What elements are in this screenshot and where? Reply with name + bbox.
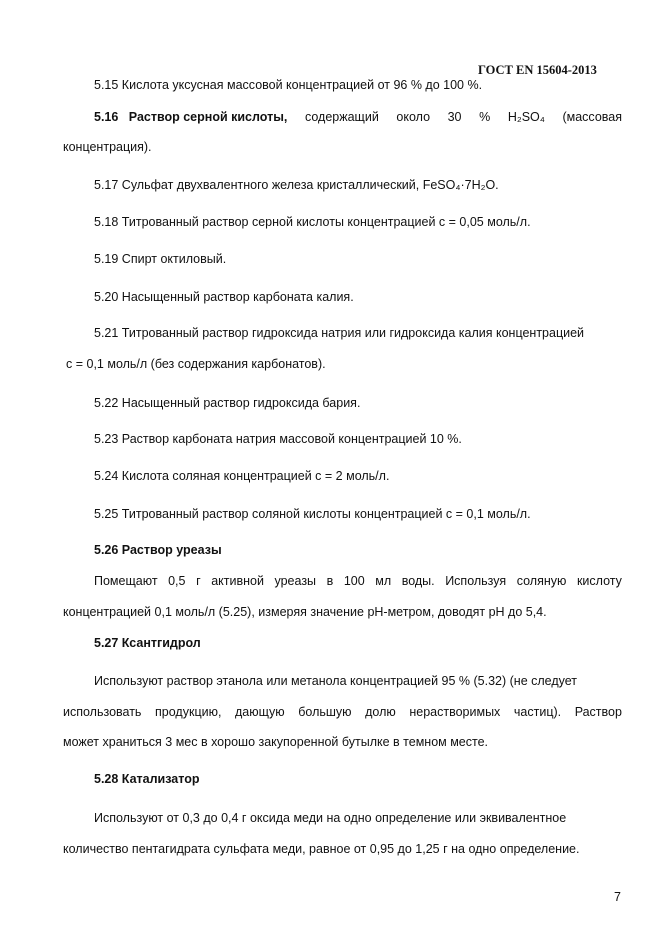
word: соляную xyxy=(516,574,567,588)
item-5-27-line-1: Используют раствор этанола или метанола концентрацией 95 % (5.32) (не следует xyxy=(94,674,578,688)
word: кислоту xyxy=(576,574,622,588)
item-5-21-continuation: c = 0,1 моль/л (без содержания карбонатов). xyxy=(66,357,326,371)
word: содержащий xyxy=(304,110,379,124)
section-heading-5-27: 5.27 Ксантгидрол xyxy=(94,636,201,650)
item-5-15: 5.15 Кислота уксусная массовой концентрацией от 96 % до 100 %. xyxy=(94,78,483,92)
word: дающую xyxy=(235,705,285,719)
word: г xyxy=(196,574,201,588)
item-5-20: 5.20 Насыщенный раствор карбоната калия. xyxy=(94,290,354,304)
word: в xyxy=(326,574,334,588)
item-5-26-line-2: концентрацией 0,1 моль/л (5.25), измеряя значение pH-метром, доводят pH до 5,4. xyxy=(63,605,547,619)
word: (массовая xyxy=(562,110,622,124)
item-5-27-line-3: может храниться 3 мес в хорошо закупоренной бутылке в темном месте. xyxy=(63,735,489,749)
word: воды. xyxy=(401,574,435,588)
word: активной xyxy=(211,574,264,588)
item-5-21: 5.21 Титрованный раствор гидроксида натрия или гидроксида калия концентрацией xyxy=(94,326,585,340)
word: долю xyxy=(365,705,396,719)
section-heading-5-28: 5.28 Катализатор xyxy=(94,772,200,786)
word: Используя xyxy=(445,574,507,588)
standard-header: ГОСТ EN 15604-2013 xyxy=(478,63,597,77)
item-5-17: 5.17 Сульфат двухвалентного железа кристаллический, FeSO₄·7H₂O. xyxy=(94,178,499,192)
word: использовать xyxy=(63,705,142,719)
item-5-16-number: 5.16 xyxy=(94,110,119,124)
word: продукцию, xyxy=(155,705,222,719)
page-number: 7 xyxy=(614,890,621,904)
item-5-27-line-2 xyxy=(63,705,622,719)
word: мл xyxy=(375,574,392,588)
item-5-16-continuation: концентрация). xyxy=(63,140,152,154)
item-5-19: 5.19 Спирт октиловый. xyxy=(94,252,227,266)
item-5-24: 5.24 Кислота соляная концентрацией c = 2 моль/л. xyxy=(94,469,390,483)
word: 0,5 xyxy=(168,574,186,588)
item-5-28-line-1: Используют от 0,3 до 0,4 г оксида меди на одно определение или эквивалентное xyxy=(94,811,567,825)
word: % xyxy=(479,110,491,124)
item-5-22: 5.22 Насыщенный раствор гидроксида бария. xyxy=(94,396,361,410)
word: уреазы xyxy=(274,574,317,588)
item-5-25: 5.25 Титрованный раствор соляной кислоты концентрацией c = 0,1 моль/л. xyxy=(94,507,531,521)
word: 30 xyxy=(447,110,462,124)
item-5-23: 5.23 Раствор карбоната натрия массовой концентрацией 10 %. xyxy=(94,432,462,446)
word: большую xyxy=(298,705,352,719)
section-heading-5-26: 5.26 Раствор уреазы xyxy=(94,543,222,557)
chemical-formula: H₂SO₄ xyxy=(507,110,545,124)
item-5-16 xyxy=(94,110,622,124)
word: Раствор xyxy=(574,705,622,719)
item-5-18: 5.18 Титрованный раствор серной кислоты концентрацией c = 0,05 моль/л. xyxy=(94,215,531,229)
item-5-16-title: Раствор серной кислоты, xyxy=(128,110,288,124)
word: нерастворимых xyxy=(409,705,501,719)
word: 100 xyxy=(343,574,365,588)
item-5-28-line-2: количество пентагидрата сульфата меди, равное от 0,95 до 1,25 г на одно определение. xyxy=(63,842,580,856)
word: Помещают xyxy=(94,574,158,588)
word: около xyxy=(396,110,431,124)
word: частиц). xyxy=(513,705,562,719)
item-5-26-line-1 xyxy=(94,574,622,588)
